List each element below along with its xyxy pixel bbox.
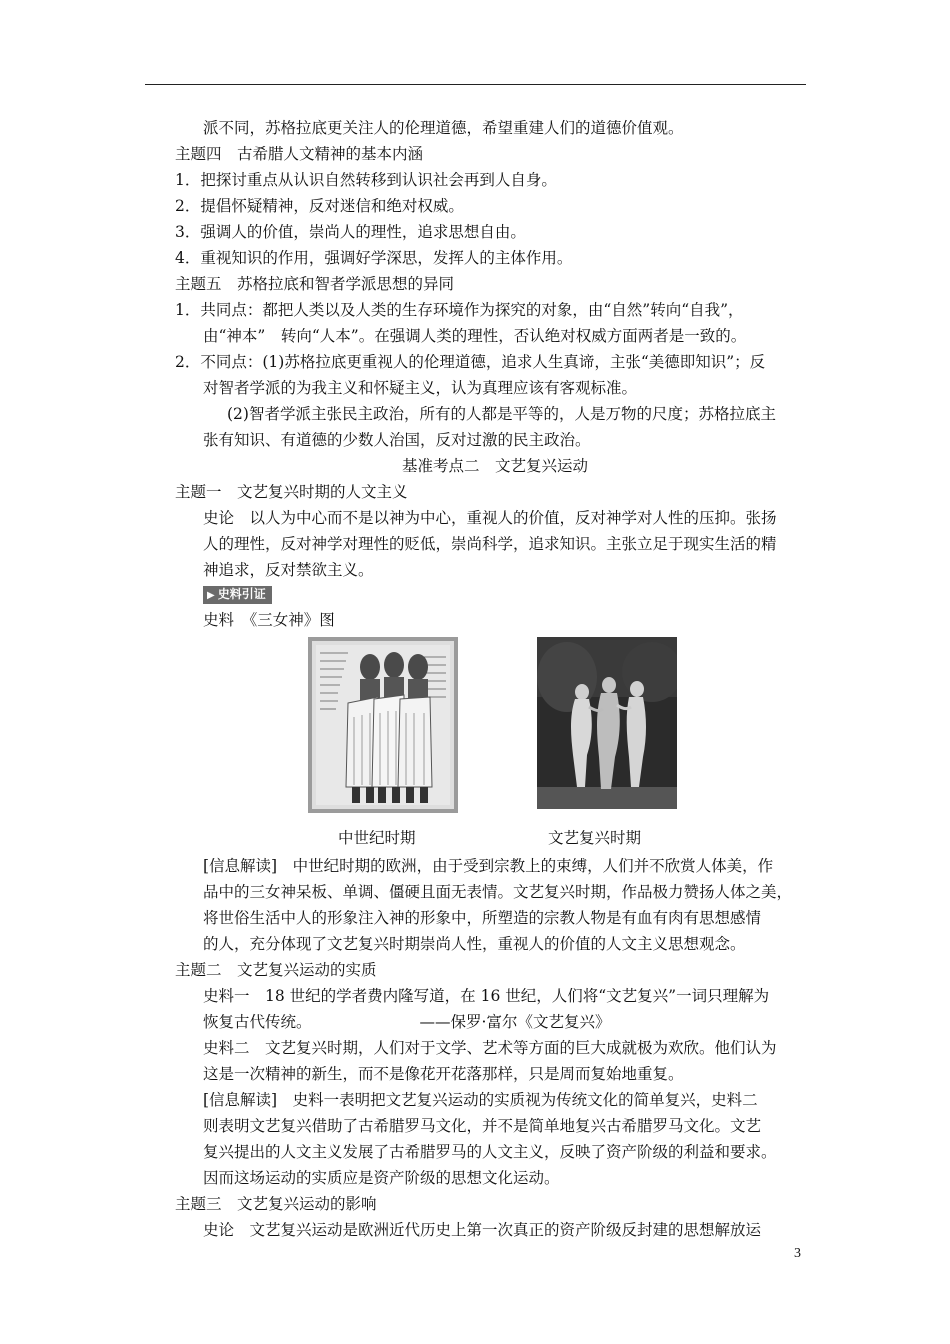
renaissance-three-graces-image <box>537 637 677 813</box>
medieval-three-goddesses-image <box>308 637 458 817</box>
list-item: 2．提倡怀疑精神，反对迷信和绝对权威。 <box>175 197 464 215</box>
quote-line <box>175 1009 815 1035</box>
paragraph-line: 品中的三女神呆板、单调、僵硬且面无表情。文艺复兴时期，作品极力赞扬人体之美， <box>203 883 793 901</box>
page-content <box>175 115 815 1243</box>
paragraph-line: 将世俗生活中人的形象注入神的形象中，所塑造的宗教人物是有血有肉有思想感情 <box>203 909 762 927</box>
header-rule <box>145 84 806 85</box>
list-item-continued: 对智者学派的为我主义和怀疑主义，认为真理应该有客观标准。 <box>203 379 638 397</box>
list-subitem: (2)智者学派主张民主政治，所有的人都是平等的，人是万物的尺度；苏格拉底主 <box>227 405 776 423</box>
paragraph-line: 人的理性，反对神学对理性的贬低，崇尚科学，追求知识。主张立足于现实生活的精 <box>203 535 777 553</box>
page-number: 3 <box>794 1246 801 1261</box>
list-item-continued: 由“神本” 转向“人本”。在强调人类的理性，否认绝对权威方面两者是一致的。 <box>203 327 747 345</box>
triangle-right-icon: ▶ <box>207 590 215 601</box>
figure-captions <box>175 825 815 853</box>
caption-medieval: 中世纪时期 <box>338 829 416 847</box>
paragraph-line: 这是一次精神的新生，而不是像花开花落那样，只是周而复始地重复。 <box>203 1065 684 1083</box>
paragraph-line: 派不同，苏格拉底更关注人的伦理道德，希望重建人们的道德价值观。 <box>203 119 684 137</box>
section-heading: 主题五 苏格拉底和智者学派思想的异同 <box>175 275 455 293</box>
figure-images <box>175 637 815 819</box>
paragraph-line: [信息解读] 史料一表明把文艺复兴运动的实质视为传统文化的简单复兴，史料二 <box>203 1091 758 1109</box>
paragraph-line: 则表明文艺复兴借助了古希腊罗马文化，并不是简单地复兴古希腊罗马文化。文艺 <box>203 1117 762 1135</box>
section-heading: 主题四 古希腊人文精神的基本内涵 <box>175 145 424 163</box>
list-item: 4．重视知识的作用，强调好学深思，发挥人的主体作用。 <box>175 249 573 267</box>
paragraph-line: 复兴提出的人文主义发展了古希腊罗马的人文主义，反映了资产阶级的利益和要求。 <box>203 1143 777 1161</box>
paragraph-line: 史料二 文艺复兴时期，人们对于文学、艺术等方面的巨大成就极为欢欣。他们认为 <box>203 1039 777 1057</box>
paragraph-line: [信息解读] 中世纪时期的欧洲，由于受到宗教上的束缚，人们并不欣赏人体美，作 <box>203 857 774 875</box>
paragraph-line: 因而这场运动的实质应是资产阶级的思想文化运动。 <box>203 1169 560 1187</box>
list-item: 1．共同点：都把人类以及人类的生存环境作为探究的对象，由“自然”转向“自我”， <box>175 301 744 319</box>
source-badge <box>203 586 272 604</box>
section-heading: 主题三 文艺复兴运动的影响 <box>175 1195 377 1213</box>
paragraph-line: 史论 以人为中心而不是以神为中心，重视人的价值，反对神学对人性的压抑。张扬 <box>203 509 777 527</box>
paragraph-line: 的人，充分体现了文艺复兴时期崇尚人性，重视人的价值的人文主义思想观念。 <box>203 935 746 953</box>
list-item: 1．把探讨重点从认识自然转移到认识社会再到人自身。 <box>175 171 557 189</box>
chapter-title: 基准考点二 文艺复兴运动 <box>401 457 588 475</box>
paragraph-line: 史料一 18 世纪的学者费内隆写道，在 16 世纪，人们将“文艺复兴”一词只理解为 <box>203 987 770 1005</box>
paragraph-line: 史论 文艺复兴运动是欧洲近代历史上第一次真正的资产阶级反封建的思想解放运 <box>203 1221 762 1239</box>
source-title: 史料 《三女神》图 <box>203 611 335 629</box>
source-badge-label: 史料引证 <box>217 587 266 601</box>
list-item: 2．不同点：(1)苏格拉底更重视人的伦理道德，追求人生真谛，主张“美德即知识”；反 <box>175 353 766 371</box>
list-item: 3．强调人的价值，崇尚人的理性，追求思想自由。 <box>175 223 526 241</box>
paragraph-line: 神追求，反对禁欲主义。 <box>203 561 374 579</box>
quote-source: ——保罗·富尔《文艺复兴》 <box>419 1013 611 1031</box>
list-item-continued: 张有知识、有道德的少数人治国，反对过激的民主政治。 <box>203 431 591 449</box>
quote-text: 恢复古代传统。 <box>203 1013 312 1031</box>
section-heading: 主题二 文艺复兴运动的实质 <box>175 961 377 979</box>
section-heading: 主题一 文艺复兴时期的人文主义 <box>175 483 408 501</box>
caption-renaissance: 文艺复兴时期 <box>548 829 642 847</box>
